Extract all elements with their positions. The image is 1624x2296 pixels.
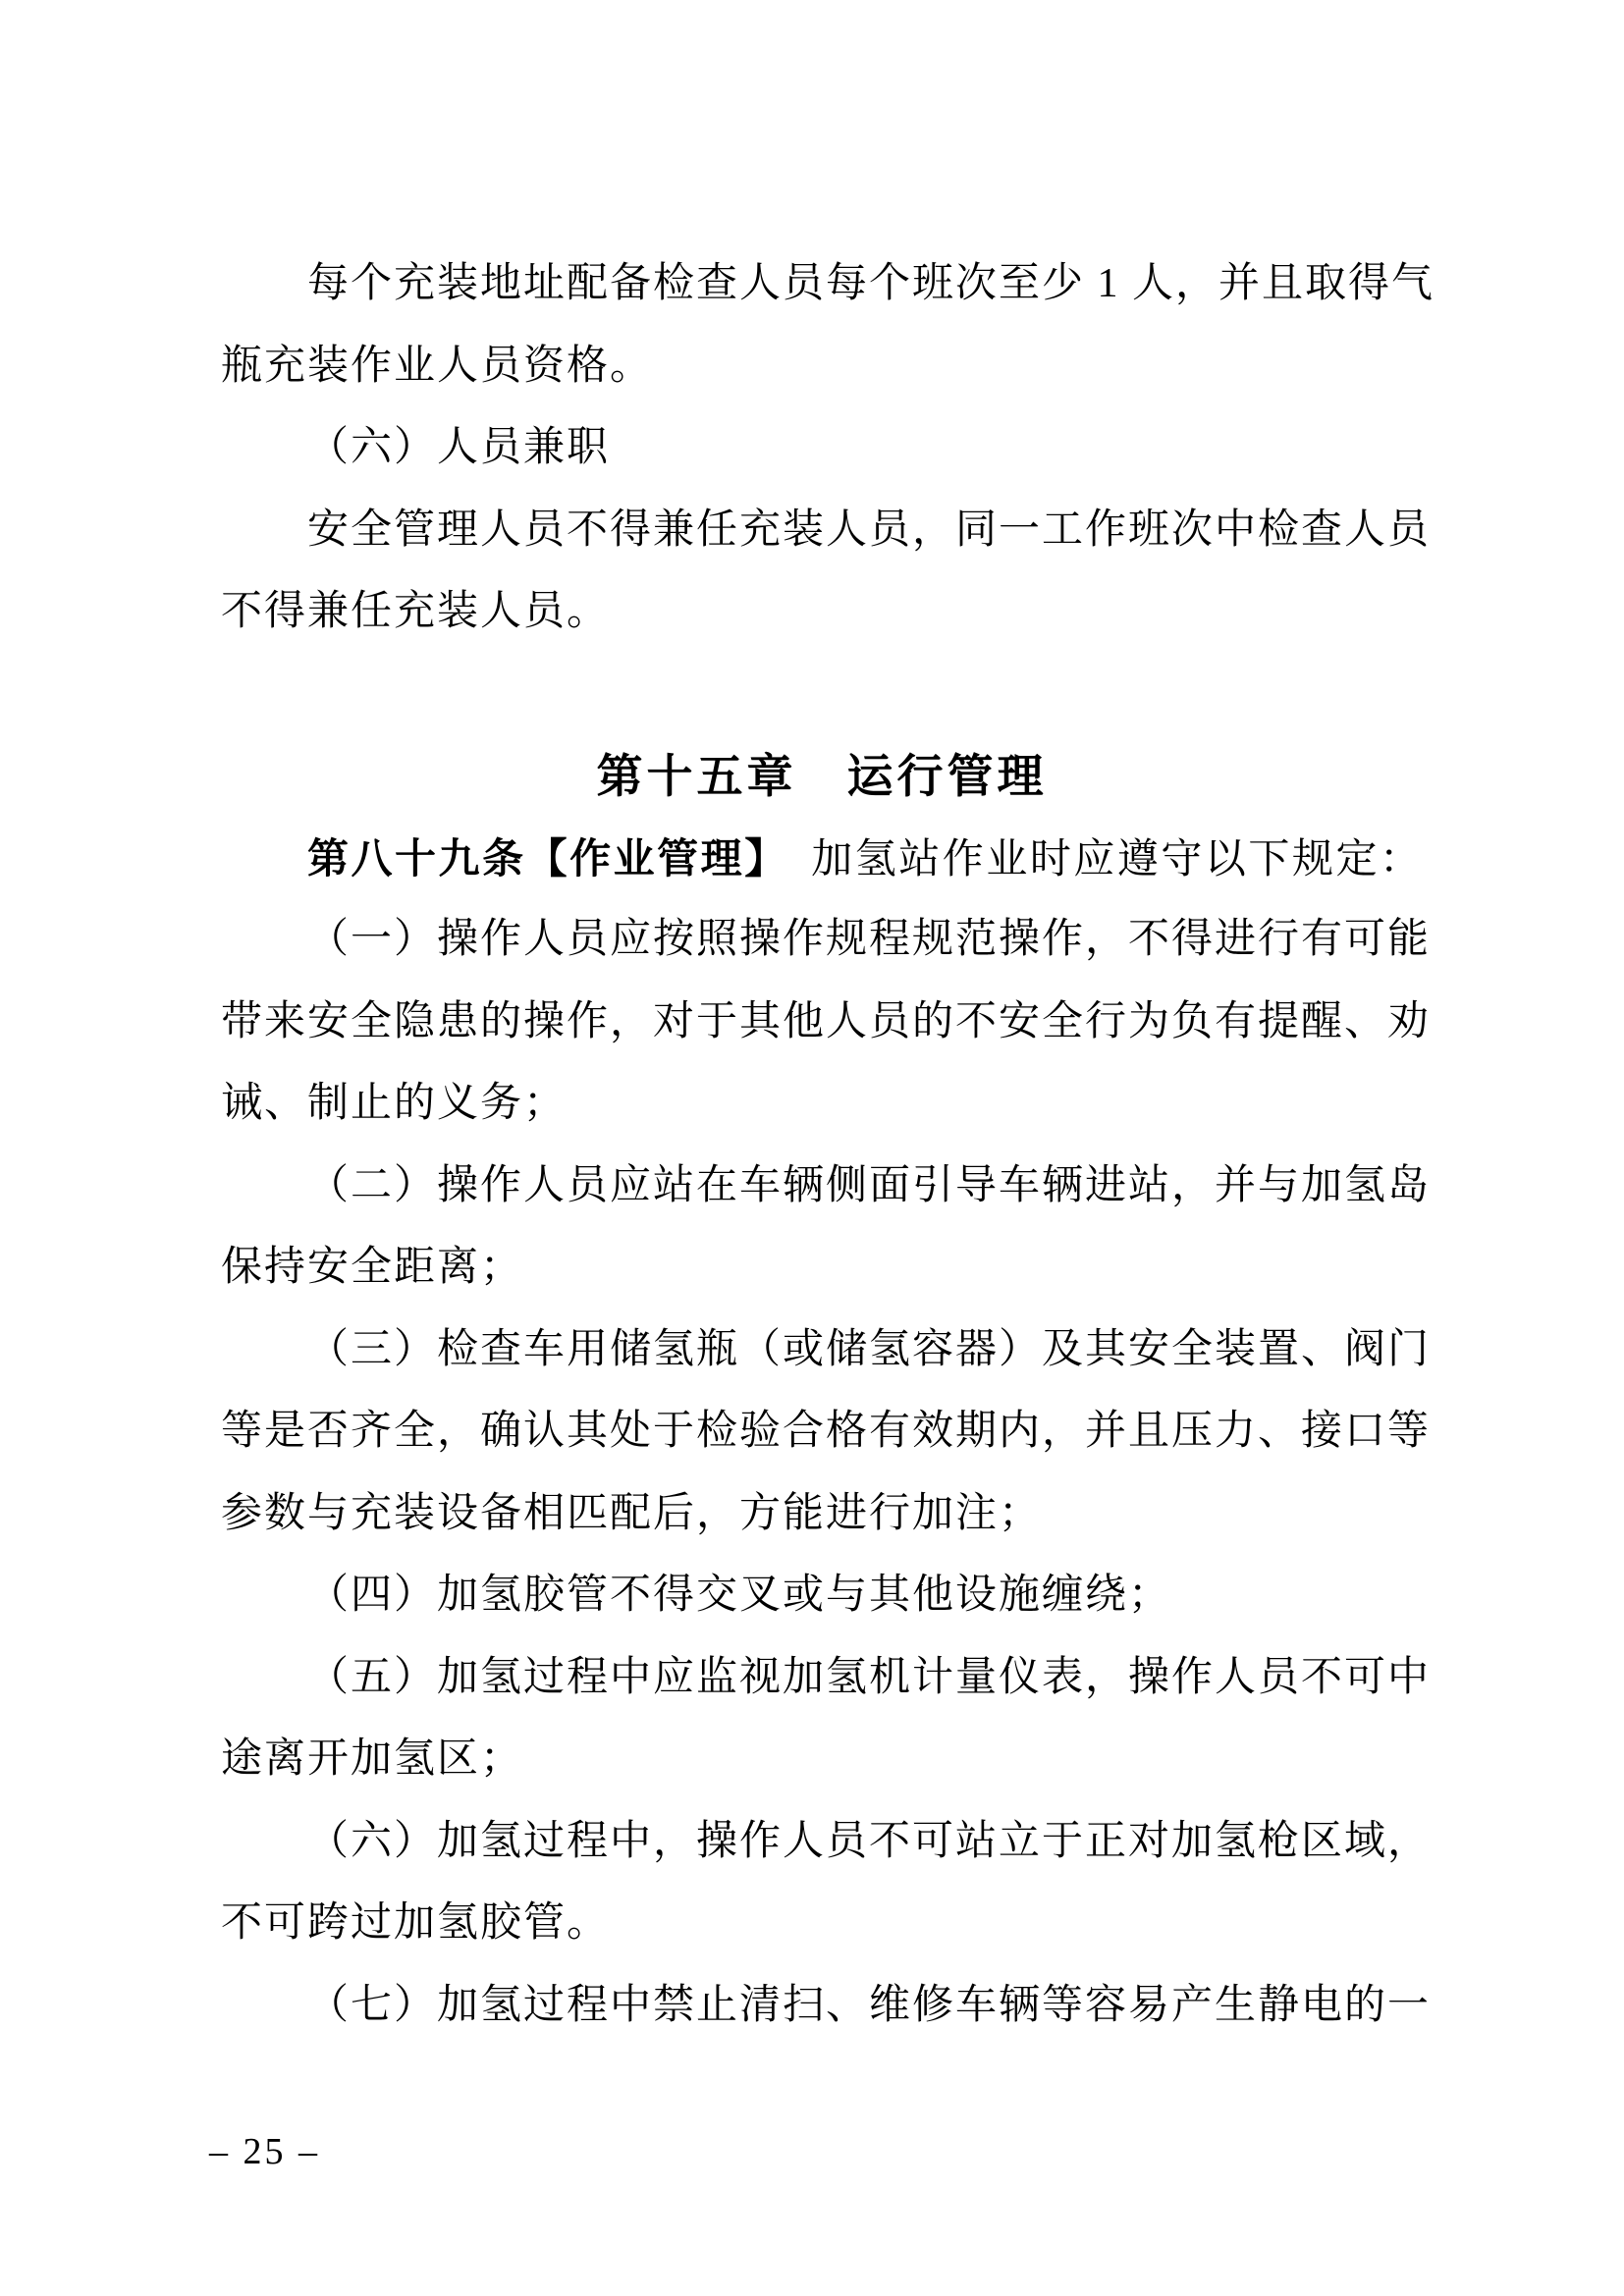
text-line: （一）操作人员应按照操作规程规范操作，不得进行有可能 xyxy=(307,917,1432,962)
text-line: 等是否齐全，确认其处于检验合格有效期内，并且压力、接口等 xyxy=(221,1409,1432,1454)
text-line: 不可跨过加氢胶管。 xyxy=(221,1900,611,1946)
text-line: （二）操作人员应站在车辆侧面引导车辆进站，并与加氢岛 xyxy=(307,1162,1432,1208)
text-line: 瓶充装作业人员资格。 xyxy=(221,343,654,389)
text-line: 途离开加氢区； xyxy=(221,1736,524,1782)
text-line: 参数与充装设备相匹配后，方能进行加注； xyxy=(221,1490,1043,1536)
page-footer xyxy=(209,2130,320,2173)
blank-line xyxy=(221,654,1423,736)
chapter-heading: 第十五章 运行管理 xyxy=(596,750,1048,802)
text-line: （六）人员兼职 xyxy=(307,425,611,470)
text-line: （七）加氢过程中禁止清扫、维修车辆等容易产生静电的一 xyxy=(307,1982,1432,2028)
text-line: 带来安全隐患的操作，对于其他人员的不安全行为负有提醒、劝 xyxy=(221,998,1432,1044)
text-line: 每个充装地址配备检查人员每个班次至少 1 人，并且取得气 xyxy=(307,261,1435,306)
document-body xyxy=(221,243,1435,2047)
text-line: 诫、制止的义务； xyxy=(221,1081,568,1126)
page-number: – 25 – xyxy=(209,2131,320,2172)
article-label: 第八十九条【作业管理】 xyxy=(307,834,768,881)
article-text: 加氢站作业时应遵守以下规定： xyxy=(767,836,1423,882)
text-line: （三）检查车用储氢瓶（或储氢容器）及其安全装置、阀门 xyxy=(307,1326,1432,1372)
text-line: 保持安全距离； xyxy=(221,1245,524,1290)
text-line: （四）加氢胶管不得交叉或与其他设施缠绕； xyxy=(307,1573,1172,1618)
text-line: （五）加氢过程中应监视加氢机计量仪表，操作人员不可中 xyxy=(307,1654,1432,1700)
text-line: （六）加氢过程中，操作人员不可站立于正对加氢枪区域， xyxy=(307,1818,1432,1864)
article-line xyxy=(221,818,1423,900)
text-line: 不得兼任充装人员。 xyxy=(221,589,611,634)
text-line: 安全管理人员不得兼任充装人员，同一工作班次中检查人员 xyxy=(307,507,1432,553)
